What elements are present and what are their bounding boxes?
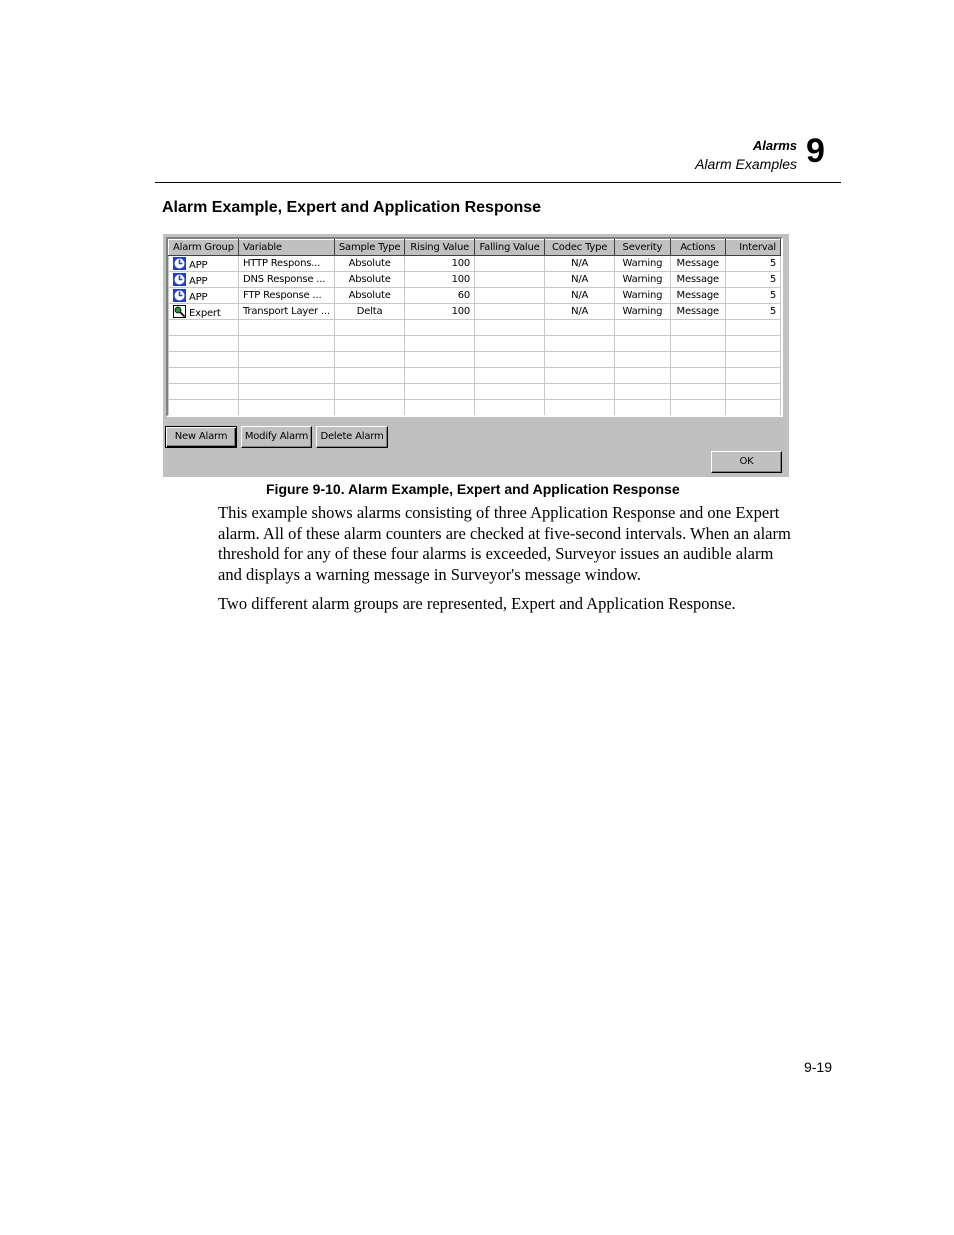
clock-icon — [173, 273, 186, 286]
cell-severity: Warning — [615, 304, 670, 320]
modify-alarm-button[interactable]: Modify Alarm — [241, 426, 312, 448]
cell-actions: Message — [670, 288, 726, 304]
cell-sample-type: Absolute — [334, 288, 404, 304]
body-paragraph: This example shows alarms consisting of three Application Response and one Expert alarm. All of these alarm counters are checked at five-second intervals. When an alarm threshold for any of these four alarms is exceeded, Surveyor issues an audible alarm and displays a warning message in Surveyor's message window. — [218, 503, 791, 584]
section-heading: Alarm Example, Expert and Application Response — [162, 199, 542, 216]
cell-rising-value: 100 — [405, 256, 475, 272]
cell-rising-value: 60 — [405, 288, 475, 304]
empty-row — [169, 352, 781, 368]
cell-falling-value — [475, 304, 545, 320]
cell-alarm-group — [169, 288, 239, 304]
cell-falling-value — [475, 256, 545, 272]
col-header-alarm-group[interactable]: Alarm Group — [169, 240, 239, 256]
cell-alarm-group — [169, 256, 239, 272]
cell-rising-value: 100 — [405, 272, 475, 288]
alarm-group-text: APP — [189, 291, 208, 303]
empty-row — [169, 400, 781, 416]
alarm-group-text: Expert — [189, 307, 221, 319]
cell-codec-type: N/A — [544, 288, 614, 304]
col-header-actions[interactable]: Actions — [670, 240, 726, 256]
page-number: 9-19 — [803, 1059, 832, 1075]
cell-interval: 5 — [726, 256, 781, 272]
cell-variable: FTP Response ... — [238, 288, 334, 304]
col-header-rising-value[interactable]: Rising Value — [405, 240, 475, 256]
table-row[interactable] — [169, 272, 781, 288]
col-header-falling-value[interactable]: Falling Value — [475, 240, 545, 256]
cell-codec-type: N/A — [544, 256, 614, 272]
empty-row — [169, 320, 781, 336]
empty-row — [169, 368, 781, 384]
cell-falling-value — [475, 288, 545, 304]
alarm-grid — [168, 239, 781, 416]
cell-falling-value — [475, 272, 545, 288]
table-row[interactable] — [169, 304, 781, 320]
body-paragraph: Two different alarm groups are represented, Expert and Application Response. — [218, 594, 736, 613]
cell-alarm-group — [169, 304, 239, 320]
cell-severity: Warning — [615, 288, 670, 304]
cell-alarm-group — [169, 272, 239, 288]
col-header-severity[interactable]: Severity — [615, 240, 670, 256]
cell-severity: Warning — [615, 272, 670, 288]
chapter-title: Alarms — [752, 138, 797, 153]
new-alarm-button[interactable]: New Alarm — [165, 426, 237, 448]
grid-header-row — [169, 240, 781, 256]
delete-alarm-button[interactable]: Delete Alarm — [316, 426, 388, 448]
empty-row — [169, 336, 781, 352]
col-header-interval[interactable]: Interval — [726, 240, 781, 256]
clock-icon — [173, 289, 186, 302]
cell-rising-value: 100 — [405, 304, 475, 320]
chapter-number: 9 — [806, 132, 825, 170]
alarms-dialog — [163, 234, 789, 477]
cell-sample-type: Delta — [334, 304, 404, 320]
alarm-group-text: APP — [189, 275, 208, 287]
col-header-codec-type[interactable]: Codec Type — [544, 240, 614, 256]
expert-icon — [173, 305, 186, 318]
clock-icon — [173, 257, 186, 270]
cell-actions: Message — [670, 256, 726, 272]
cell-codec-type: N/A — [544, 272, 614, 288]
cell-variable: Transport Layer ... — [238, 304, 334, 320]
ok-button[interactable]: OK — [711, 451, 782, 473]
empty-row — [169, 384, 781, 400]
cell-interval: 5 — [726, 304, 781, 320]
cell-severity: Warning — [615, 256, 670, 272]
alarm-grid-frame — [166, 237, 783, 417]
cell-codec-type: N/A — [544, 304, 614, 320]
cell-sample-type: Absolute — [334, 256, 404, 272]
cell-interval: 5 — [726, 288, 781, 304]
cell-interval: 5 — [726, 272, 781, 288]
col-header-sample-type[interactable]: Sample Type — [334, 240, 404, 256]
cell-actions: Message — [670, 304, 726, 320]
table-row[interactable] — [169, 256, 781, 272]
figure-caption: Figure 9-10. Alarm Example, Expert and Application Response — [266, 481, 680, 497]
col-header-variable[interactable]: Variable — [238, 240, 334, 256]
cell-variable: DNS Response ... — [238, 272, 334, 288]
alarm-group-text: APP — [189, 259, 208, 271]
section-title: Alarm Examples — [695, 156, 797, 172]
cell-sample-type: Absolute — [334, 272, 404, 288]
header-rule — [155, 182, 841, 183]
table-row[interactable] — [169, 288, 781, 304]
cell-variable: HTTP Respons... — [238, 256, 334, 272]
cell-actions: Message — [670, 272, 726, 288]
